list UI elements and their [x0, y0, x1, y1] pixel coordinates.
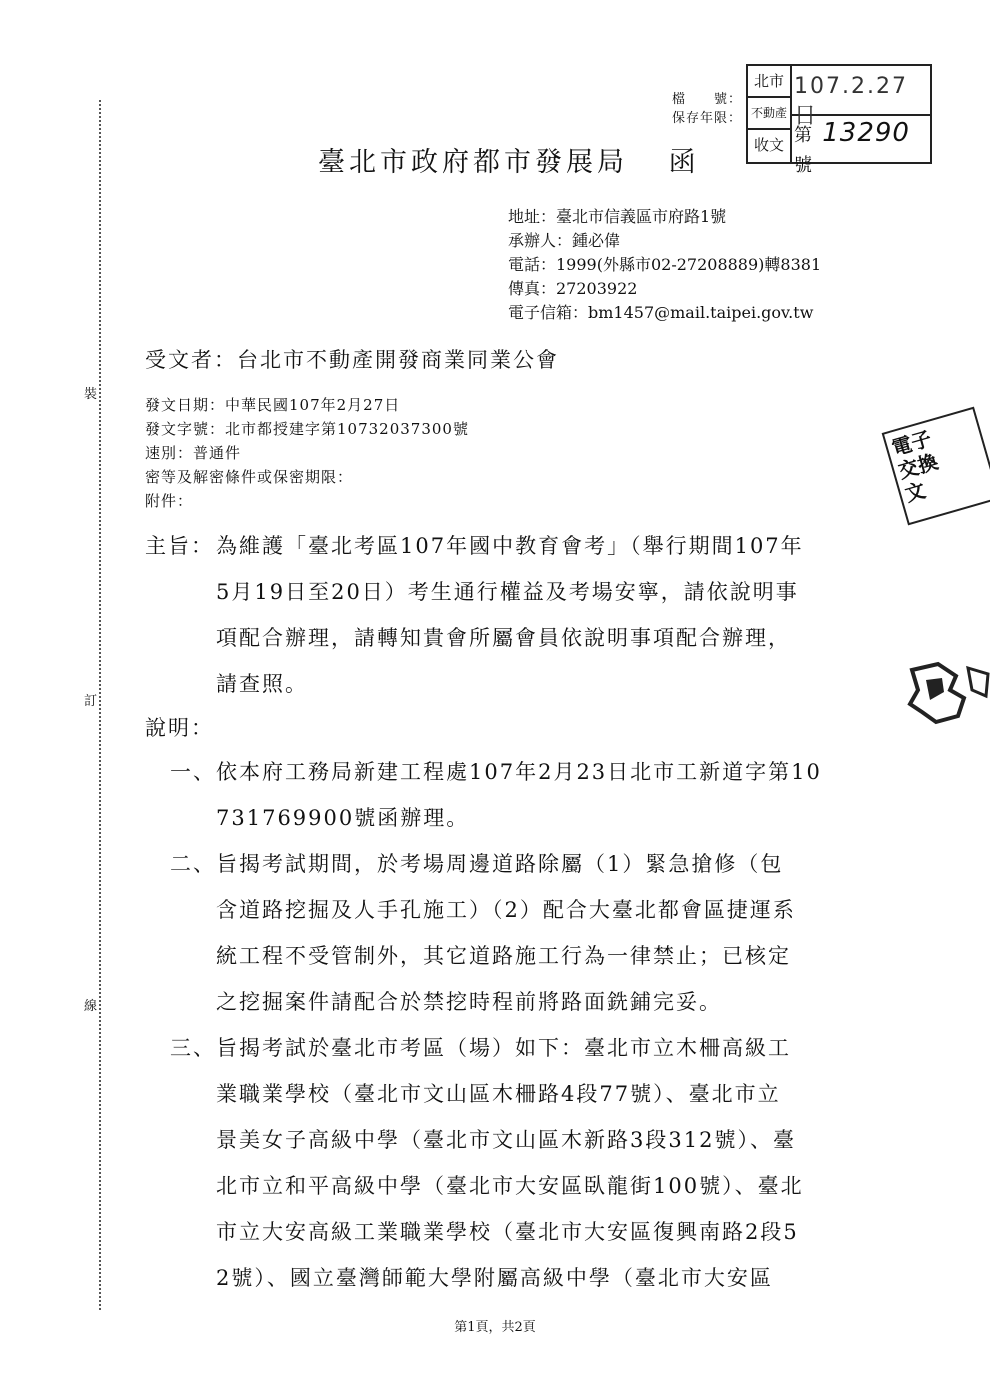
contact-handler: 承辦人：鍾必偉: [508, 231, 621, 250]
item-marker: 三、: [170, 1036, 216, 1060]
dispatch-meta: [145, 393, 469, 513]
file-number-label: 檔 號：: [671, 92, 742, 107]
item-line: 旨揭考試於臺北市考區（場）如下：臺北市立木柵高級工: [216, 1036, 791, 1060]
item-line: 2號）、國立臺灣師範大學附屬高級中學（臺北市大安區: [216, 1266, 773, 1290]
title-org: 臺北市政府都市發展局: [318, 147, 628, 178]
binding-mark-ding: 訂: [84, 694, 98, 709]
retention-label: 保存年限：: [671, 111, 742, 126]
item-line: 景美女子高級中學（臺北市文山區木新路3段312號）、臺: [216, 1128, 796, 1152]
item-line: 731769900號函辦理。: [216, 806, 470, 830]
item-line: 之挖掘案件請配合於禁挖時程前將路面銑鋪完妥。: [216, 990, 722, 1014]
recipient: 受文者：台北市不動產開發商業同業公會: [145, 348, 559, 372]
item-line: 北市立和平高級中學（臺北市大安區臥龍街100號）、臺北: [216, 1174, 804, 1198]
document-title: [318, 140, 700, 179]
dispatch-ref: 發文字號：北市都授建字第10732037300號: [145, 420, 469, 438]
stamp-number: 13290: [822, 118, 910, 148]
contact-email: 電子信箱：bm1457@mail.taipei.gov.tw: [508, 303, 814, 322]
stamp-number-prefix: 第: [794, 125, 813, 146]
contact-block: [508, 205, 821, 325]
item-line: 業職業學校（臺北市文山區木柵路4段77號）、臺北市立: [216, 1082, 781, 1106]
subject-line: 為維護「臺北考區107年國中教育會考」（舉行期間107年: [216, 534, 804, 558]
page-footer: 第1頁，共2頁: [454, 1320, 536, 1335]
stamp-org: 北市: [748, 66, 790, 98]
stamp-org-column: [748, 66, 792, 162]
binding-mark-zhuang: 裝: [84, 387, 98, 402]
stamp-number-row: [794, 118, 930, 178]
item-marker: 二、: [170, 852, 216, 876]
explanation-label: 說明：: [145, 716, 214, 740]
subject-label: 主旨：: [145, 534, 214, 558]
item-marker: 一、: [170, 760, 216, 784]
contact-address: 地址：臺北市信義區市府路1號: [508, 207, 727, 226]
dispatch-speed: 速別：普通件: [145, 444, 242, 462]
stamp-dept: 不動產: [748, 98, 790, 130]
title-type: 函: [668, 147, 700, 178]
binding-line: [99, 100, 101, 1310]
electronic-exchange-stamp-text: 電子交換文: [889, 426, 941, 507]
stamp-number-suffix: 號: [794, 155, 813, 176]
item-line: 依本府工務局新建工程處107年2月23日北市工新道字第10: [216, 760, 822, 784]
subject-line: 請查照。: [216, 672, 308, 696]
binding-mark-xian: 線: [84, 999, 98, 1014]
subject-line: 項配合辦理，請轉知貴會所屬會員依說明事項配合辦理，: [216, 626, 791, 650]
seal-mark-icon: [898, 660, 990, 726]
item-line: 市立大安高級工業職業學校（臺北市大安區復興南路2段5: [216, 1220, 799, 1244]
subject-line: 5月19日至20日）考生通行權益及考場安寧，請依說明事: [216, 580, 799, 604]
dispatch-attachment: 附件：: [145, 492, 194, 510]
receipt-stamp: [746, 64, 932, 176]
contact-fax: 傳真：27203922: [508, 279, 638, 298]
stamp-type: 收文: [753, 136, 784, 154]
contact-phone: 電話：1999(外縣市02-27208889)轉8381: [508, 255, 822, 274]
electronic-exchange-stamp: [882, 407, 990, 526]
item-line: 統工程不受管制外，其它道路施工行為一律禁止；已核定: [216, 944, 791, 968]
item-line: 旨揭考試期間，於考場周邊道路除屬（1）緊急搶修（包: [216, 852, 784, 876]
stamp-date: 107.2.27日: [794, 74, 908, 129]
file-meta: [640, 88, 742, 126]
dispatch-secret: 密等及解密條件或保密期限：: [145, 468, 354, 486]
dispatch-date: 發文日期：中華民國107年2月27日: [145, 396, 401, 414]
item-line: 含道路挖掘及人手孔施工）（2）配合大臺北都會區捷運系: [216, 898, 796, 922]
